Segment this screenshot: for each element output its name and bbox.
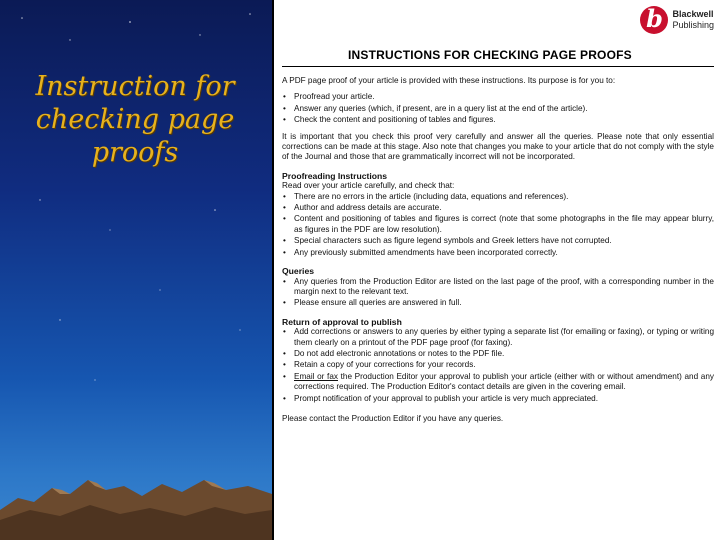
list-item: • Any queries from the Production Editor are listed on the last page of the proof, with a corresponding number in the margin next to the relevant text. bbox=[282, 277, 714, 298]
list-item: • Please ensure all queries are answered in full. bbox=[282, 298, 714, 308]
document-page bbox=[274, 0, 720, 540]
proofreading-list bbox=[282, 192, 714, 258]
proofreading-lead: Read over your article carefully, and check that: bbox=[282, 181, 455, 191]
list-item: • Author and address details are accurate. bbox=[282, 203, 714, 213]
logo-line-2: Publishing bbox=[672, 20, 714, 30]
document-body bbox=[282, 76, 714, 430]
list-item: • There are no errors in the article (including data, equations and references). bbox=[282, 192, 714, 202]
email-or-fax-link[interactable]: Email or fax bbox=[294, 371, 338, 381]
closing-line: Please contact the Production Editor if you have any queries. bbox=[282, 413, 504, 423]
list-item: • Check the content and positioning of tables and figures. bbox=[282, 115, 714, 125]
list-item: • Do not add electronic annotations or notes to the PDF file. bbox=[282, 349, 714, 359]
list-item: • Prompt notification of your approval to publish your article is very much appreciated. bbox=[282, 394, 714, 404]
list-item: • Retain a copy of your corrections for your records. bbox=[282, 360, 714, 370]
list-item: • Any previously submitted amendments have been incorporated correctly. bbox=[282, 248, 714, 258]
left-panel bbox=[0, 0, 272, 540]
list-item: • Answer any queries (which, if present, are in a query list at the end of the article). bbox=[282, 104, 714, 114]
section-heading-approval: Return of approval to publish bbox=[282, 316, 402, 327]
list-item: • Content and positioning of tables and figures is correct (note that some photographs in the file may appear blurry, as figures in the PDF are low resolution). bbox=[282, 214, 714, 235]
section-heading-queries: Queries bbox=[282, 266, 315, 277]
intro-list bbox=[282, 92, 714, 125]
list-item: • Special characters such as figure legend symbols and Greek letters have not corrupted. bbox=[282, 236, 714, 246]
approval-list bbox=[282, 327, 714, 404]
intro-paragraph: A PDF page proof of your article is provided with these instructions. Its purpose is for you to: bbox=[282, 76, 616, 85]
logo-line-1: Blackwell bbox=[672, 9, 714, 19]
title-rule bbox=[282, 66, 714, 67]
queries-list bbox=[282, 277, 714, 309]
slide-title: Instruction for checking page proofs bbox=[35, 71, 235, 168]
list-item-text: the Production Editor your approval to publish your article (either with or without amendment) and any corrections required. The Production Editor's contact details are given in the covering email. bbox=[294, 371, 714, 392]
list-item: • Add corrections or answers to any queries by either typing a separate list (for emailing or faxing), or typing or writing them clearly on a printout of the PDF page proof (for faxing). bbox=[282, 327, 714, 348]
document-title: INSTRUCTIONS FOR CHECKING PAGE PROOFS bbox=[348, 48, 632, 62]
list-item: • Proofread your article. bbox=[282, 92, 714, 102]
important-note: It is important that you check this proof very carefully and answer all the queries. Please note that only essential corrections can be made at this stage. Also note that changes you make to your article that do not comply with the style of the Journal and those that are grammatically incorrect will not be incorporated. bbox=[282, 131, 714, 162]
mountains-illustration bbox=[0, 450, 272, 540]
logo-text bbox=[672, 9, 714, 31]
list-item bbox=[282, 372, 714, 393]
blackwell-logo-icon: b bbox=[640, 6, 668, 34]
publisher-logo bbox=[640, 6, 714, 34]
section-heading-proofreading: Proofreading Instructions bbox=[282, 170, 388, 181]
